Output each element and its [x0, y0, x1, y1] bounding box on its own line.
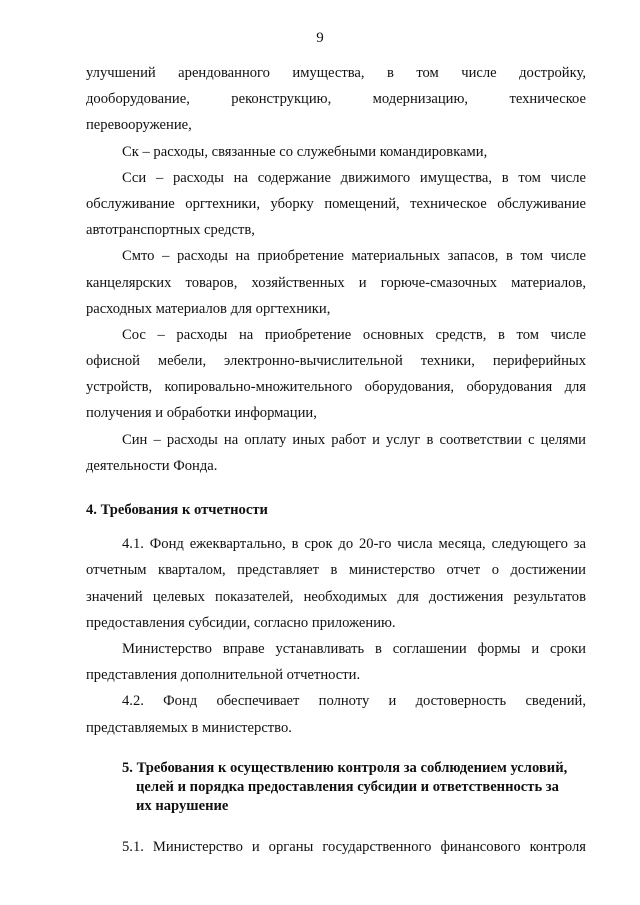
text-line: Син – расходы на оплату иных работ и услуг в соответствии с целями [122, 431, 586, 448]
paragraph-improvements [86, 60, 586, 139]
section-4-heading [86, 497, 586, 523]
section-5-heading [86, 759, 586, 816]
text-line: Смто – расходы на приобретение материальных запасов, в том числе [122, 248, 586, 265]
text-line: деятельности Фонда. [86, 457, 218, 474]
page-number: 9 [316, 30, 324, 46]
text-line: предоставления субсидии, согласно приложению. [86, 614, 396, 631]
text-line: отчетным кварталом, представляет в министерство отчет о достижении [86, 562, 586, 579]
text-line: расходных материалов для оргтехники, [86, 300, 331, 317]
document-body [86, 60, 586, 860]
text-line: Сос – расходы на приобретение основных средств, в том числе [122, 326, 586, 343]
paragraph-sos [86, 322, 586, 427]
paragraph-5-1 [86, 834, 586, 860]
heading-text: 4. Требования к отчетности [86, 502, 268, 518]
text-line: канцелярских товаров, хозяйственных и горюче-смазочных материалов, [86, 274, 586, 291]
text-line: 4.2. Фонд обеспечивает полноту и достоверность сведений, [122, 693, 586, 710]
paragraph-sin [86, 427, 586, 479]
heading-text: их нарушение [136, 797, 229, 814]
text-line: Сси – расходы на содержание движимого имущества, в том числе [122, 169, 586, 186]
text-line: 4.1. Фонд ежеквартально, в срок до 20-го числа месяца, следующего за [122, 536, 586, 553]
text-line: устройств, копировально-множительного оборудования, оборудования для [86, 379, 586, 396]
text-line: обслуживание оргтехники, уборку помещений, техническое обслуживание [86, 195, 586, 212]
heading-text: целей и порядка предоставления субсидии и ответственность за [136, 778, 559, 795]
text-line: перевооружение, [86, 117, 192, 134]
text-line: улучшений арендованного имущества, в том числе достройку, [86, 65, 586, 81]
text-line: представляемых в министерство. [86, 719, 292, 736]
paragraph-ssi [86, 165, 586, 244]
paragraph-smto [86, 243, 586, 322]
text-line: дооборудование, реконструкцию, модернизацию, техническое [86, 91, 586, 108]
text-line: 5.1. Министерство и органы государственного финансового контроля [122, 838, 586, 855]
text-line: автотранспортных средств, [86, 222, 255, 239]
paragraph-sk [86, 139, 586, 165]
text-line: Ск – расходы, связанные со служебными командировками, [122, 143, 488, 160]
heading-text: 5. Требования к осуществлению контроля за соблюдением условий, [122, 759, 568, 776]
paragraph-4-1 [86, 531, 586, 636]
text-line: получения и обработки информации, [86, 405, 317, 422]
paragraph-4-2 [86, 688, 586, 740]
text-line: Министерство вправе устанавливать в соглашении формы и сроки [122, 640, 586, 657]
text-line: офисной мебели, электронно-вычислительной техники, периферийных [86, 353, 586, 370]
text-line: представления дополнительной отчетности. [86, 667, 361, 684]
paragraph-additional-reporting [86, 636, 586, 688]
text-line: значений целевых показателей, необходимых для достижения результатов [86, 588, 586, 605]
